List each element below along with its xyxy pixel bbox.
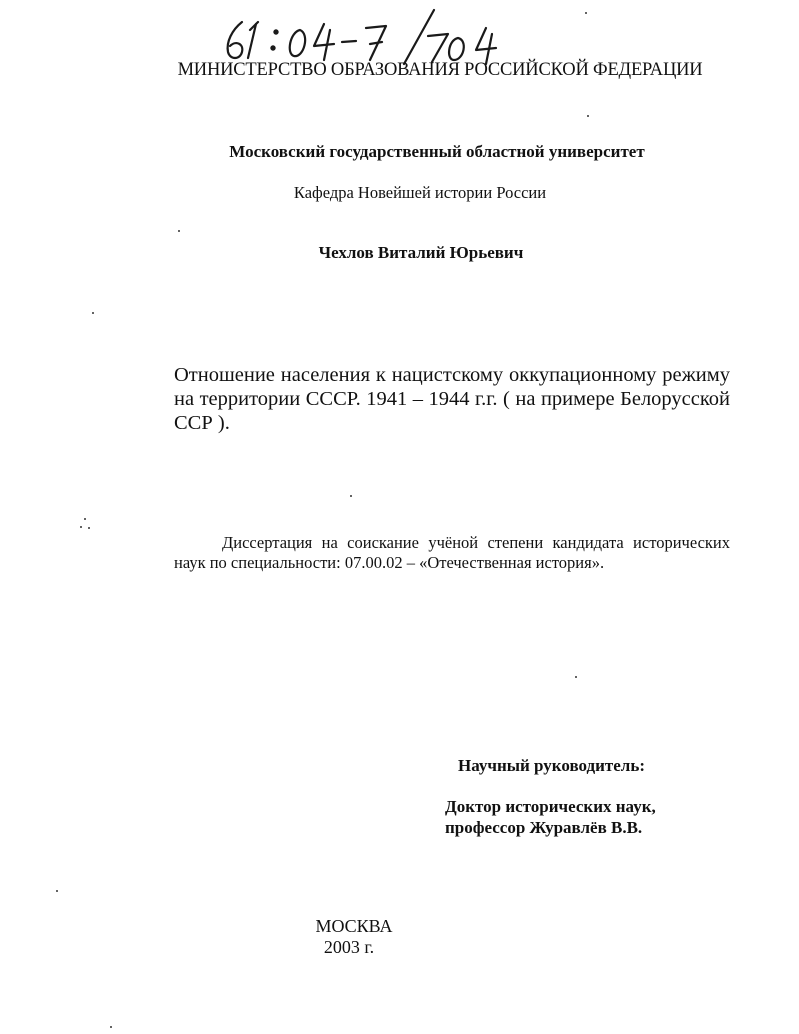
department-name: Кафедра Новейшей истории России (293, 183, 547, 202)
scan-speck (587, 115, 589, 117)
handwritten-catalog-number (220, 8, 510, 66)
handwritten-number-drawing (220, 8, 510, 66)
advisor-label: Научный руководитель: (458, 756, 645, 775)
scan-speck (88, 527, 90, 529)
city: МОСКВА (315, 916, 393, 936)
scan-speck (92, 312, 94, 314)
dissertation-description: Диссертация на соискание учёной степени кандидата исторических наук по специальности: 07.00.02 – «Отечественная история». (174, 533, 730, 572)
scan-speck (585, 12, 587, 14)
ministry-heading: МИНИСТЕРСТВО ОБРАЗОВАНИЯ РОССИЙСКОЙ ФЕДЕРАЦИИ (177, 60, 703, 80)
year: 2003 г. (323, 937, 375, 957)
advisor-name: профессор Журавлёв В.В. (445, 818, 643, 837)
university-name: Московский государственный областной университет (229, 142, 645, 161)
scan-speck (350, 495, 352, 497)
author-name: Чехлов Виталий Юрьевич (318, 243, 524, 262)
scan-speck (56, 890, 58, 892)
scan-speck (575, 676, 577, 678)
scan-speck (84, 518, 86, 520)
advisor-degree: Доктор исторических наук, (445, 797, 656, 816)
scan-speck (80, 526, 82, 528)
scan-speck (178, 230, 180, 232)
scan-speck (110, 1026, 112, 1028)
dissertation-title: Отношение населения к нацистскому оккупационному режиму на территории СССР. 1941 – 1944 г.г. ( на примере Белорусской ССР ). (174, 364, 730, 434)
